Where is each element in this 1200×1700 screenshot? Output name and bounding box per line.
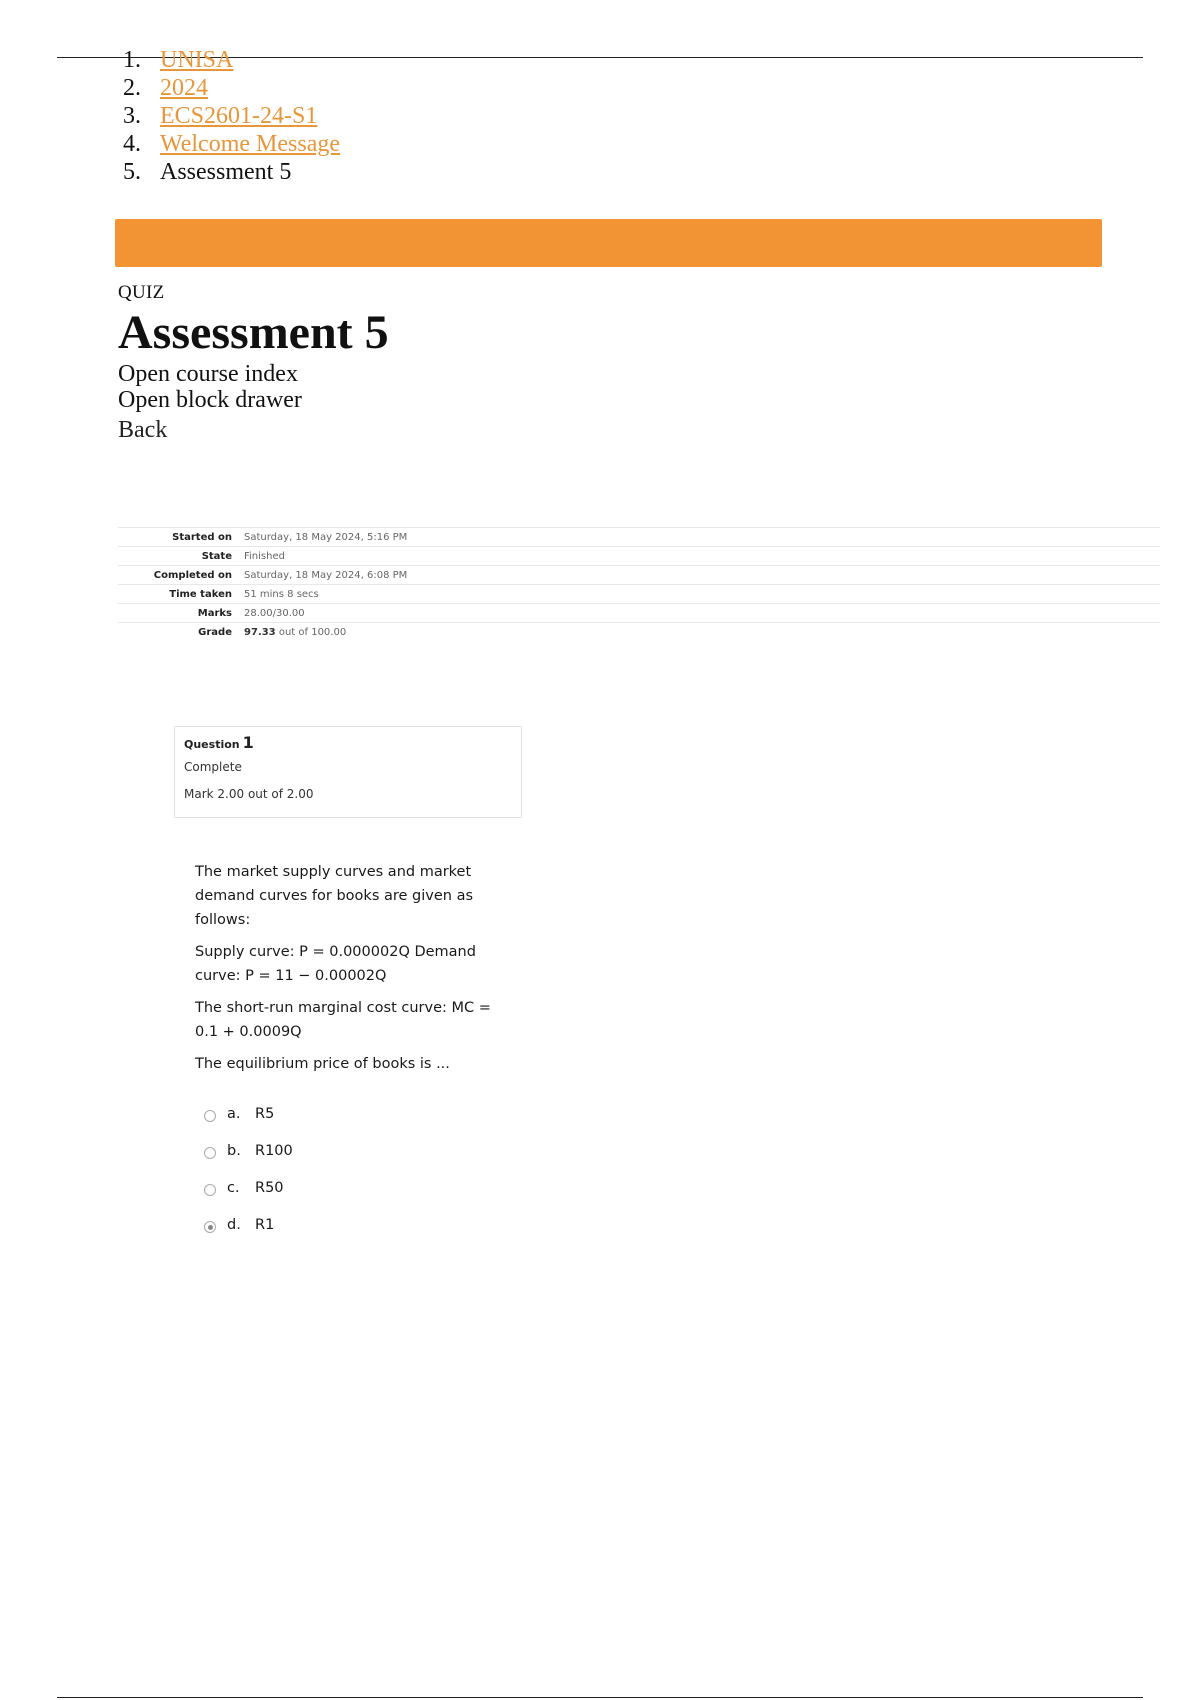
breadcrumb-item-current (123, 158, 340, 186)
answer-option-d[interactable] (204, 1217, 293, 1254)
summary-value: 28.00/30.00 (238, 604, 1160, 623)
breadcrumb-number: 5. (123, 159, 141, 185)
summary-row (118, 528, 1160, 547)
attempt-summary-table (118, 527, 1160, 641)
radio-button[interactable] (204, 1110, 216, 1122)
grade-value-cell (238, 623, 1160, 642)
breadcrumb-number: 4. (123, 131, 141, 157)
question-label: Question (184, 738, 240, 751)
radio-button[interactable] (204, 1147, 216, 1159)
answer-option-b[interactable] (204, 1143, 293, 1180)
breadcrumb-item-course (123, 102, 340, 130)
option-letter: d. (227, 1217, 241, 1233)
breadcrumb-link-course[interactable]: ECS2601-24-S1 (160, 103, 318, 129)
breadcrumb-link-unisa[interactable]: UNISA (160, 47, 234, 73)
option-letter: c. (227, 1180, 240, 1196)
bottom-rule (57, 1697, 1143, 1698)
summary-label: Time taken (118, 585, 238, 604)
breadcrumb-link-year[interactable]: 2024 (160, 75, 208, 101)
radio-button[interactable] (204, 1184, 216, 1196)
grade-value: 97.33 (244, 626, 276, 638)
answer-option-a[interactable] (204, 1106, 293, 1143)
summary-label: Marks (118, 604, 238, 623)
summary-row (118, 566, 1160, 585)
activity-type-label: QUIZ (118, 282, 165, 303)
breadcrumb-number: 3. (123, 103, 141, 129)
summary-value: 51 mins 8 secs (238, 585, 1160, 604)
option-label: R5 (255, 1106, 275, 1122)
option-label: R100 (255, 1143, 293, 1159)
breadcrumb-link-welcome[interactable]: Welcome Message (160, 131, 340, 157)
answer-option-c[interactable] (204, 1180, 293, 1217)
breadcrumb-item-unisa (123, 46, 340, 74)
radio-button-selected[interactable] (204, 1221, 216, 1233)
question-paragraph: The market supply curves and market demand curves for books are given as follows: (195, 864, 474, 928)
option-label: R1 (255, 1217, 275, 1233)
summary-label: Grade (118, 623, 238, 642)
open-course-index-button[interactable]: Open course index (118, 361, 298, 387)
summary-row (118, 547, 1160, 566)
question-paragraph: The short-run marginal cost curve: MC = 0.1 + 0.0009Q (195, 1000, 491, 1040)
answer-options (204, 1106, 293, 1254)
summary-row (118, 604, 1160, 623)
breadcrumb-number: 2. (123, 75, 141, 101)
page-title: Assessment 5 (118, 306, 389, 359)
option-label: R50 (255, 1180, 284, 1196)
breadcrumb-item-year (123, 74, 340, 102)
grade-suffix: out of 100.00 (278, 626, 347, 638)
summary-label: Completed on (118, 566, 238, 585)
breadcrumb-number: 1. (123, 47, 141, 73)
summary-value: Saturday, 18 May 2024, 6:08 PM (238, 566, 1160, 585)
summary-value: Saturday, 18 May 2024, 5:16 PM (238, 528, 1160, 547)
summary-row (118, 585, 1160, 604)
breadcrumb-item-welcome (123, 130, 340, 158)
option-letter: b. (227, 1143, 241, 1159)
question-number (184, 733, 512, 752)
question-text (195, 860, 495, 1084)
breadcrumb-current: Assessment 5 (160, 159, 292, 185)
question-state: Complete (184, 760, 242, 774)
summary-label: State (118, 547, 238, 566)
question-paragraph: The equilibrium price of books is ... (195, 1056, 450, 1072)
question-info-box (174, 726, 522, 818)
option-letter: a. (227, 1106, 241, 1122)
question-mark: Mark 2.00 out of 2.00 (184, 787, 314, 801)
course-banner (115, 219, 1102, 267)
breadcrumb (110, 46, 340, 186)
open-block-drawer-button[interactable]: Open block drawer (118, 387, 302, 413)
back-link[interactable]: Back (118, 417, 168, 443)
question-number-value: 1 (242, 733, 254, 752)
summary-row-grade (118, 623, 1160, 642)
summary-label: Started on (118, 528, 238, 547)
summary-value: Finished (238, 547, 1160, 566)
question-paragraph: Supply curve: P = 0.000002Q Demand curve: P = 11 − 0.00002Q (195, 944, 476, 984)
